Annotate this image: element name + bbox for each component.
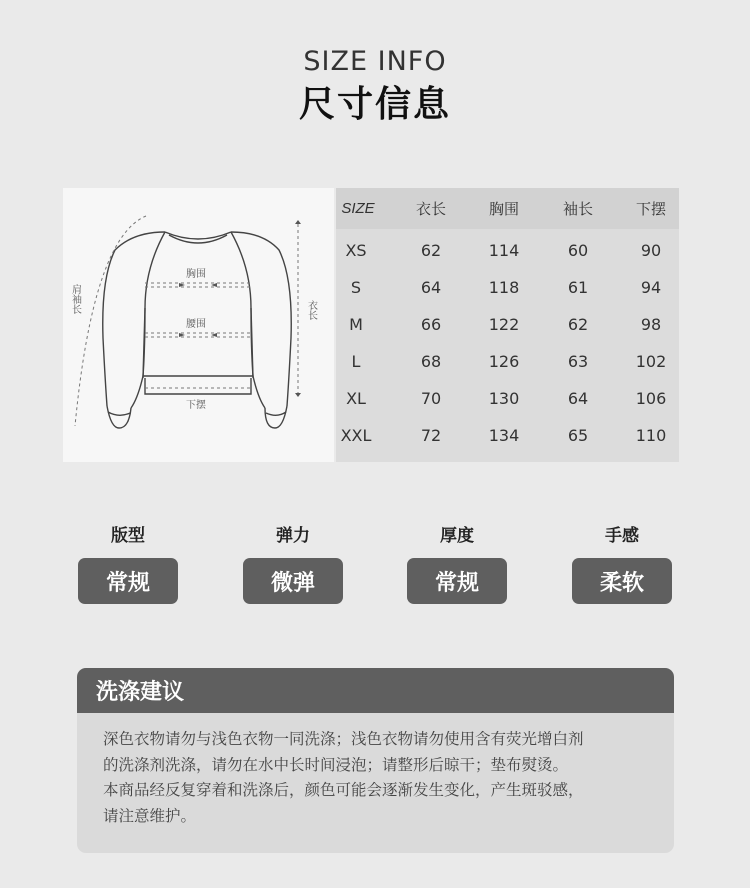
header-cell: 胸围 [488, 200, 519, 218]
table-header-row [336, 188, 679, 229]
care-line: 深色衣物请勿与浅色衣物一同洗涤；浅色衣物请勿使用含有荧光增白剂 [103, 730, 584, 748]
table-cell: 118 [488, 278, 520, 297]
attribute-label: 手感 [605, 526, 639, 546]
care-text [77, 713, 674, 829]
table-cell: XS [345, 241, 367, 260]
attribute-value-badge: 柔软 [572, 558, 672, 604]
care-section [77, 668, 674, 853]
table-cell: 130 [488, 389, 520, 408]
size-table [336, 188, 679, 462]
table-row [336, 343, 679, 380]
table-cell: XL [346, 389, 366, 408]
waist-label: 腰围 [186, 319, 206, 330]
table-cell: 64 [567, 389, 589, 408]
table-cell: 62 [567, 315, 589, 334]
chest-label: 胸围 [186, 269, 206, 280]
header-cell: 下摆 [635, 200, 666, 218]
table-row [336, 380, 679, 417]
table-cell: 98 [640, 315, 662, 334]
sweatshirt-illustration [63, 188, 334, 462]
table-row [336, 269, 679, 306]
table-cell: 134 [488, 426, 520, 445]
table-cell: 106 [635, 389, 667, 408]
table-cell: 114 [488, 241, 520, 260]
attribute-feel [572, 524, 672, 604]
attribute-value-badge: 常规 [78, 558, 178, 604]
page-header [0, 44, 750, 128]
table-cell: 68 [420, 352, 442, 371]
attribute-value-badge: 常规 [407, 558, 507, 604]
attribute-label: 厚度 [440, 526, 474, 546]
garment-diagram [63, 188, 334, 462]
attribute-thickness [407, 524, 507, 604]
table-cell: 61 [567, 278, 589, 297]
body-length-label: 衣长 [305, 300, 317, 320]
shoulder-sleeve-label: 肩袖长 [69, 284, 81, 314]
table-cell: 102 [635, 352, 667, 371]
header-cell: SIZE [341, 200, 375, 217]
table-cell: L [351, 352, 361, 371]
care-line: 的洗涤剂洗涤，请勿在水中长时间浸泡；请整形后晾干；垫布熨烫。 [103, 755, 569, 774]
table-cell: 66 [420, 315, 442, 334]
attribute-label: 版型 [111, 526, 145, 546]
table-cell: 65 [567, 426, 589, 445]
table-row [336, 417, 679, 454]
title-en: SIZE INFO [303, 46, 447, 77]
care-title: 洗涤建议 [77, 668, 674, 713]
table-cell: 94 [640, 278, 662, 297]
attributes-row [0, 524, 750, 614]
header-cell: 衣长 [415, 200, 446, 218]
table-cell: 122 [488, 315, 520, 334]
header-cell: 袖长 [562, 200, 593, 218]
attribute-value-badge: 微弹 [243, 558, 343, 604]
table-cell: 63 [567, 352, 589, 371]
table-cell: XXL [340, 426, 372, 445]
table-cell: 70 [420, 389, 442, 408]
title-zh: 尺寸信息 [298, 84, 451, 125]
table-row [336, 232, 679, 269]
table-cell: 62 [420, 241, 442, 260]
attribute-label: 弹力 [276, 526, 310, 546]
attribute-stretch [243, 524, 343, 604]
table-cell: 126 [488, 352, 520, 371]
table-cell: 64 [420, 278, 442, 297]
table-cell: 90 [640, 241, 662, 260]
care-line: 请注意维护。 [103, 806, 197, 825]
care-line: 本商品经反复穿着和洗涤后，颜色可能会逐渐发生变化，产生斑驳感， [103, 781, 584, 799]
size-panel [63, 188, 679, 462]
table-cell: 72 [420, 426, 442, 445]
table-cell: M [349, 315, 363, 334]
attribute-fit [78, 524, 178, 604]
table-cell: 60 [567, 241, 589, 260]
table-row [336, 306, 679, 343]
table-cell: S [350, 278, 362, 297]
hem-label: 下摆 [186, 400, 206, 411]
table-cell: 110 [635, 426, 667, 445]
